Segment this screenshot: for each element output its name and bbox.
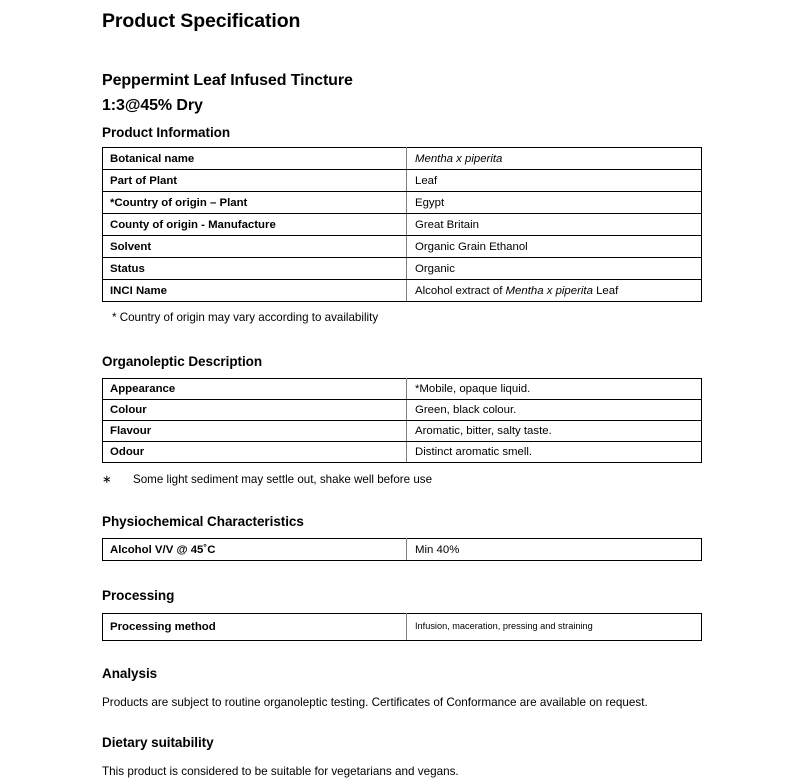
table-row	[103, 170, 702, 192]
section-heading-processing: Processing	[102, 588, 175, 604]
table-row	[103, 613, 702, 640]
row-value: Organic	[407, 258, 702, 280]
row-label: Solvent	[103, 236, 407, 258]
table-row	[103, 280, 702, 302]
section-heading-product-information: Product Information	[102, 124, 231, 140]
organoleptic-table	[102, 378, 702, 463]
product-information-table	[102, 147, 702, 302]
row-value: Infusion, maceration, pressing and straining	[407, 613, 702, 640]
processing-table	[102, 613, 702, 641]
row-value: Organic Grain Ethanol	[407, 236, 702, 258]
row-value	[407, 148, 702, 170]
inci-prefix: Alcohol extract of	[415, 284, 506, 297]
botanical-name-italic: Mentha x piperita	[415, 152, 503, 165]
table-row	[103, 539, 702, 561]
section-heading-organoleptic: Organoleptic Description	[102, 354, 263, 370]
row-value-inci	[407, 280, 702, 302]
analysis-text: Products are subject to routine organoleptic testing. Certificates of Conformance are available on request.	[102, 696, 648, 710]
section-heading-analysis: Analysis	[102, 665, 158, 681]
row-value: Min 40%	[407, 539, 702, 561]
row-label: Status	[103, 258, 407, 280]
row-value: Aromatic, bitter, salty taste.	[407, 420, 702, 441]
inci-suffix: Leaf	[592, 284, 619, 297]
asterisk-bullet-icon: ∗	[102, 472, 112, 486]
row-value: Distinct aromatic smell.	[407, 441, 702, 462]
row-label: Botanical name	[103, 148, 407, 170]
row-label: Alcohol V/V @ 45˚C	[103, 539, 407, 561]
organoleptic-footnote	[102, 463, 702, 487]
row-label: INCI Name	[103, 280, 407, 302]
dietary-text: This product is considered to be suitable for vegetarians and vegans.	[102, 765, 459, 779]
page-title: Product Specification	[102, 10, 301, 32]
row-label: Part of Plant	[103, 170, 407, 192]
row-label: *Country of origin – Plant	[103, 192, 407, 214]
row-value: Egypt	[407, 192, 702, 214]
physiochemical-table	[102, 538, 702, 561]
row-label: Flavour	[103, 420, 407, 441]
table-row	[103, 192, 702, 214]
table-row	[103, 214, 702, 236]
section-heading-physiochemical: Physiochemical Characteristics	[102, 513, 304, 529]
organoleptic-footnote-text: Some light sediment may settle out, shake well before use	[133, 472, 433, 486]
inci-botanical-italic: Mentha x piperita	[505, 284, 593, 297]
table-row	[103, 148, 702, 170]
product-ratio: 1:3@45% Dry	[102, 97, 203, 115]
row-value: Great Britain	[407, 214, 702, 236]
row-label: Processing method	[103, 613, 407, 640]
table-row	[103, 236, 702, 258]
table-row	[103, 441, 702, 462]
table-row	[103, 399, 702, 420]
table-row	[103, 378, 702, 399]
row-label: Colour	[103, 399, 407, 420]
row-label: County of origin - Manufacture	[103, 214, 407, 236]
row-value: *Mobile, opaque liquid.	[407, 378, 702, 399]
row-value: Leaf	[407, 170, 702, 192]
section-heading-dietary: Dietary suitability	[102, 734, 214, 750]
table-row	[103, 420, 702, 441]
table-row	[103, 258, 702, 280]
product-information-footnote: * Country of origin may vary according to availability	[112, 311, 379, 325]
row-label: Appearance	[103, 378, 407, 399]
row-label: Odour	[103, 441, 407, 462]
row-value: Green, black colour.	[407, 399, 702, 420]
product-name: Peppermint Leaf Infused Tincture	[102, 72, 353, 90]
